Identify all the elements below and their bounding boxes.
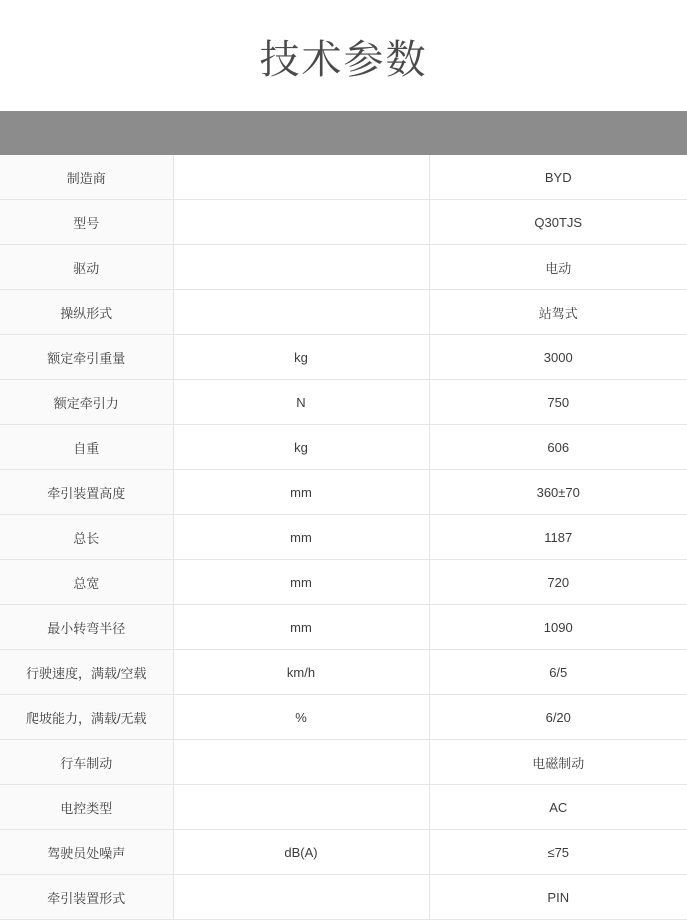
row-label: 自重 [0, 425, 173, 470]
row-value: 360±70 [429, 470, 687, 515]
row-unit [173, 785, 429, 830]
row-value: Q30TJS [429, 200, 687, 245]
row-unit [173, 875, 429, 920]
row-label: 额定牵引力 [0, 380, 173, 425]
row-label: 型号 [0, 200, 173, 245]
row-unit: kg [173, 335, 429, 380]
row-unit: kg [173, 425, 429, 470]
table-row [0, 470, 687, 515]
table-row [0, 785, 687, 830]
table-header-row [0, 111, 687, 155]
table-row [0, 875, 687, 920]
table-body [0, 111, 687, 920]
row-unit: % [173, 695, 429, 740]
row-label: 电控类型 [0, 785, 173, 830]
table-row [0, 740, 687, 785]
row-value: 1187 [429, 515, 687, 560]
table-row [0, 245, 687, 290]
row-unit: mm [173, 515, 429, 560]
row-value: 电动 [429, 245, 687, 290]
row-label: 驱动 [0, 245, 173, 290]
row-unit: km/h [173, 650, 429, 695]
row-unit: N [173, 380, 429, 425]
row-label: 最小转弯半径 [0, 605, 173, 650]
row-value: 站驾式 [429, 290, 687, 335]
row-value: 6/20 [429, 695, 687, 740]
row-value: 606 [429, 425, 687, 470]
row-value: AC [429, 785, 687, 830]
row-label: 驾驶员处噪声 [0, 830, 173, 875]
header-cell-unit [173, 111, 429, 155]
row-unit: mm [173, 605, 429, 650]
page-title: 技术参数 [259, 38, 428, 82]
row-value: 3000 [429, 335, 687, 380]
row-value: PIN [429, 875, 687, 920]
table-row [0, 560, 687, 605]
row-label: 牵引装置高度 [0, 470, 173, 515]
row-unit [173, 245, 429, 290]
table-row [0, 200, 687, 245]
row-label: 行车制动 [0, 740, 173, 785]
table-row [0, 290, 687, 335]
row-value: 电磁制动 [429, 740, 687, 785]
row-label: 额定牵引重量 [0, 335, 173, 380]
header-cell-name [0, 111, 173, 155]
row-unit [173, 740, 429, 785]
row-label: 总宽 [0, 560, 173, 605]
table-row [0, 695, 687, 740]
row-unit: mm [173, 560, 429, 605]
table-row [0, 335, 687, 380]
table-row [0, 605, 687, 650]
row-label: 牵引装置形式 [0, 875, 173, 920]
row-unit [173, 200, 429, 245]
row-unit [173, 290, 429, 335]
table-row [0, 515, 687, 560]
header-cell-value [429, 111, 687, 155]
row-label: 行驶速度，满载/空载 [0, 650, 173, 695]
row-label: 爬坡能力，满载/无载 [0, 695, 173, 740]
row-label: 总长 [0, 515, 173, 560]
row-value: 720 [429, 560, 687, 605]
table-row [0, 830, 687, 875]
row-value: 1090 [429, 605, 687, 650]
row-label: 操纵形式 [0, 290, 173, 335]
table-row [0, 155, 687, 200]
row-unit [173, 155, 429, 200]
row-label: 制造商 [0, 155, 173, 200]
table-row [0, 425, 687, 470]
table-row [0, 650, 687, 695]
row-value: ≤75 [429, 830, 687, 875]
row-unit: dB(A) [173, 830, 429, 875]
technical-parameters-table [0, 111, 687, 920]
row-value: BYD [429, 155, 687, 200]
row-value: 6/5 [429, 650, 687, 695]
row-unit: mm [173, 470, 429, 515]
row-value: 750 [429, 380, 687, 425]
table-row [0, 380, 687, 425]
